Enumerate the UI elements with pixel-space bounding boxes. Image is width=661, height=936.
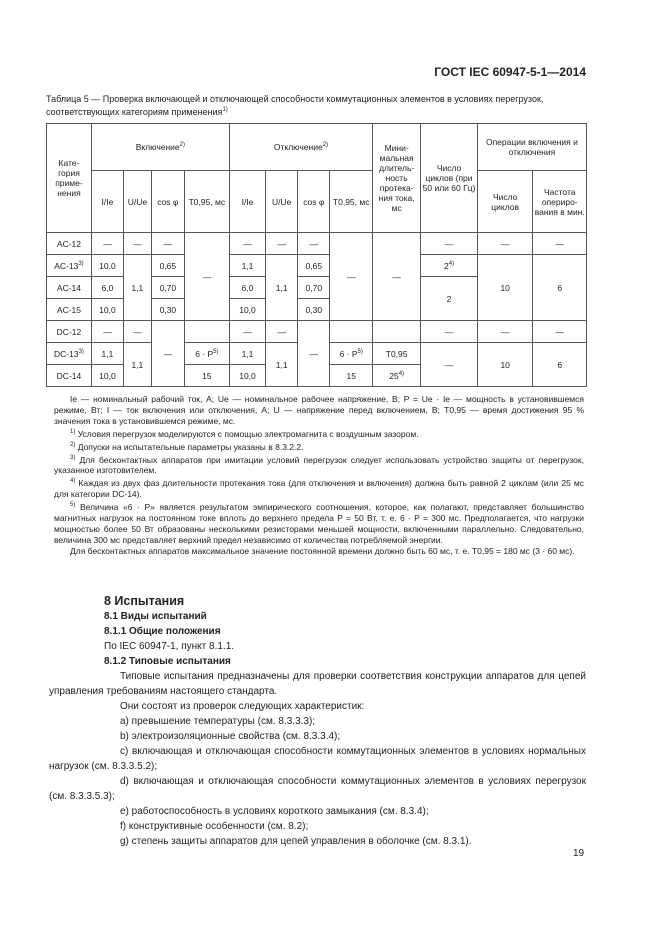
table-row: DC-14 10,0 15 10,0 15 25$^{4)}$	[47, 365, 587, 387]
list-item: c) включающая и отключающая способности коммутационных элементов в условиях нормальных нагрузок (см. 8.3.3.5.2);	[49, 746, 586, 772]
section-title: 8 Испытания	[104, 594, 185, 608]
list-item: g) степень защиты аппаратов для цепей управления в оболочке (см. 8.3.1).	[120, 836, 472, 847]
header-on-ratio: I/Ie	[91, 171, 123, 233]
table-row: AC-15 10,0 0,30 10,0 0,30	[47, 299, 587, 321]
header-off-t: T0,95, мс	[330, 171, 373, 233]
header-cycles: Число циклов (при 50 или 60 Гц)	[421, 124, 478, 233]
note-3: $^{3)}$ Для бесконтактных аппаратов при имитации условий перегрузок следует использовать устройство защиты от перегрузок, указанное изготовителем.	[54, 454, 584, 476]
note-6: Для бесконтактных аппаратов максимальное значение постоянной времени должно быть 60 мс, т. е. T0,95 = 180 мс (3 · 60 мс).	[70, 546, 575, 557]
paragraph-1: Типовые испытания предназначены для проверки соответствия конструкции аппаратов для цепей управления требованиям настоящего стандарта.	[49, 671, 586, 697]
header-on-t: T0,95, мс	[184, 171, 229, 233]
header-on-cos: cos φ	[151, 171, 184, 233]
header-switch-on: Включение$^{2)}$	[91, 124, 229, 171]
overload-test-table	[46, 123, 587, 387]
header-on-voltage: U/Ue	[123, 171, 151, 233]
note-5: $^{5)}$ Величина «6 · P» является результатом эмпирического соотношения, которое, как полагают, представляет большинство магнитных нагрузок на постоянном токе вплоть до верхнего предела P = 50 Вт, т. е. 6 · P = 300 мс. Предполагается, что нагрузки мощностью более 50 Вт образованы несколькими резисторами меньшей мощности, включенными параллельно. Следовательно, величина 300 мс представляет верхний предел независимо от количества потребляемой энергии.	[54, 502, 584, 546]
header-min-duration: Мини-мальная длитель-ность протека-ния тока, мс	[373, 124, 421, 233]
list-item: b) электроизоляционные свойства (см. 8.3.3.4);	[120, 731, 341, 742]
table-row: AC-13$^{3)}$ 10,0 1,1 0,65 1,1 1,1 0,65 2$^{4)}$ 10 6	[47, 255, 587, 277]
header-op-freq: Частота опериро-вания в мин.	[533, 171, 587, 233]
table-notes	[54, 394, 584, 557]
table-row: DC-13$^{3)}$ 1,1 1,1 $6 \cdot P^{5)}$ 1,1 1,1 $6 \cdot P^{5)}$ T0,95 — 10 6	[47, 343, 587, 365]
section-8	[49, 594, 586, 849]
page-number: 19	[573, 848, 585, 859]
list-item: f) конструктивные особенности (см. 8.2);	[120, 821, 309, 832]
note-4: $^{4)}$ Каждая из двух фаз длительности протекания тока (для отключения и включения) должна быть равной 2 циклам (или 25 мс для категории DC-14).	[54, 478, 584, 500]
header-op-count: Число циклов	[477, 171, 533, 233]
list-item: e) работоспособность в условиях короткого замыкания (см. 8.3.4);	[120, 806, 429, 817]
header-operations: Операции включения и отключения	[477, 124, 586, 171]
table-row: AC-14 6,0 0,70 6,0 0,70 2	[47, 277, 587, 299]
header-off-voltage: U/Ue	[266, 171, 298, 233]
standard-header: ГОСТ IEC 60947-5-1—2014	[434, 65, 586, 79]
list-item: d) включающая и отключающая способности коммутационных элементов в условиях перегрузок (см. 8.3.3.5.3);	[49, 776, 586, 802]
subsection-8-1-1-text: По IEC 60947-1, пункт 8.1.1.	[104, 641, 235, 652]
subsection-8-1-1: 8.1.1 Общие положения	[104, 626, 221, 637]
list-item: a) превышение температуры (см. 8.3.3.3);	[120, 716, 316, 727]
note-legend: Ie — номинальный рабочий ток, А; Ue — номинальное рабочее напряжение, В; P = Ue · Ie — мощность в установившемся режиме, Вт; I — ток включения или отключения, А; U — напряжение перед включением, В; T0,95 — время достижения 95 % значения тока в установившемся режиме, мс.	[54, 394, 584, 426]
header-off-cos: cos φ	[298, 171, 330, 233]
table-row: DC-12 — — — — — — — — —	[47, 321, 587, 343]
header-category: Кате-гория приме-нения	[47, 124, 92, 233]
header-switch-off: Отключение$^{2)}$	[229, 124, 372, 171]
note-2: $^{2)}$ Допуски на испытательные параметры указаны в 8.3.2.2.	[70, 441, 304, 452]
header-off-ratio: I/Ie	[229, 171, 265, 233]
subsection-8-1-2: 8.1.2 Типовые испытания	[104, 656, 231, 667]
paragraph-2: Они состоят из проверок следующих характеристик:	[120, 701, 365, 712]
subsection-8-1: 8.1 Виды испытаний	[104, 611, 207, 622]
note-1: $^{1)}$ Условия перегрузок моделируются с помощью электромагнита с воздушным зазором.	[70, 428, 419, 439]
table-caption: Таблица 5 — Проверка включающей и отключающей способности коммутационных элементов в условиях перегрузок, соответствующих категориям применения$^{1)}$	[46, 94, 544, 117]
table-row: AC-12 — — — — — — — — — — — —	[47, 233, 587, 255]
